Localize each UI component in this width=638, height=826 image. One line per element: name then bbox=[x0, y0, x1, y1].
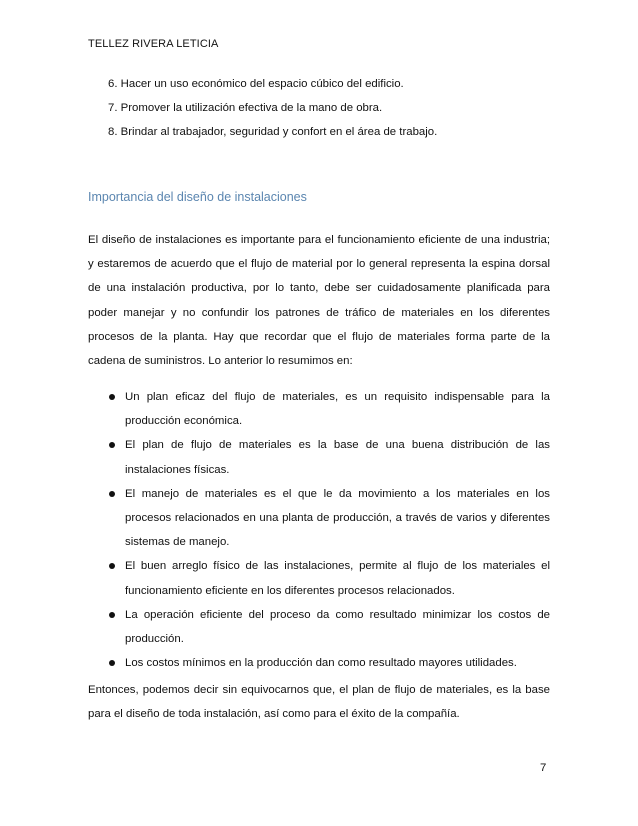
bullet-text: El buen arreglo físico de las instalaciones, permite al flujo de los materiales el funcionamiento eficiente en los diferentes procesos relacionados. bbox=[125, 560, 550, 597]
section-heading: Importancia del diseño de instalaciones bbox=[88, 190, 307, 204]
bullet-icon bbox=[109, 491, 115, 497]
bullet-item bbox=[88, 651, 550, 675]
bullet-item bbox=[88, 433, 550, 481]
numbered-list bbox=[108, 72, 437, 144]
bullet-icon bbox=[109, 442, 115, 448]
bullet-icon bbox=[109, 563, 115, 569]
numbered-item-7: 7. Promover la utilización efectiva de la mano de obra. bbox=[108, 102, 383, 114]
bullet-icon bbox=[109, 394, 115, 400]
numbered-item-6: 6. Hacer un uso económico del espacio cúbico del edificio. bbox=[108, 78, 404, 90]
conclusion-paragraph: Entonces, podemos decir sin equivocarnos que, el plan de flujo de materiales, es la base para el diseño de toda instalación, así como para el éxito de la compañía. bbox=[88, 684, 550, 721]
bullet-icon bbox=[109, 660, 115, 666]
bullet-list bbox=[88, 385, 550, 675]
bullet-item bbox=[88, 482, 550, 555]
bullet-icon bbox=[109, 612, 115, 618]
bullet-text: El manejo de materiales es el que le da movimiento a los materiales en los procesos relacionados en una planta de producción, a través de varios y diferentes sistemas de manejo. bbox=[125, 487, 550, 549]
page-number: 7 bbox=[540, 762, 547, 774]
bullet-item bbox=[88, 554, 550, 602]
bullet-text: La operación eficiente del proceso da como resultado minimizar los costos de producción. bbox=[125, 608, 550, 646]
bullet-text: Los costos mínimos en la producción dan como resultado mayores utilidades. bbox=[125, 657, 517, 670]
bullet-item bbox=[88, 385, 550, 433]
intro-paragraph: El diseño de instalaciones es importante para el funcionamiento eficiente de una industria; y estaremos de acuerdo que el flujo de material por lo general representa la espina dorsal de una instalación productiva, por lo tanto, debe ser cuidadosamente planificada para poder manejar y no confundir los patrones de tráfico de materiales en los diferentes procesos de la planta. Hay que recordar que el flujo de materiales forma parte de la cadena de suministros. Lo anterior lo resumimos en: bbox=[88, 234, 550, 368]
page-header-author: TELLEZ RIVERA LETICIA bbox=[88, 38, 219, 50]
bullet-item bbox=[88, 603, 550, 651]
bullet-text: El plan de flujo de materiales es la base de una buena distribución de las instalaciones físicas. bbox=[125, 439, 550, 476]
numbered-item-8: 8. Brindar al trabajador, seguridad y confort en el área de trabajo. bbox=[108, 126, 438, 138]
bullet-text: Un plan eficaz del flujo de materiales, es un requisito indispensable para la producción económica. bbox=[125, 391, 550, 428]
